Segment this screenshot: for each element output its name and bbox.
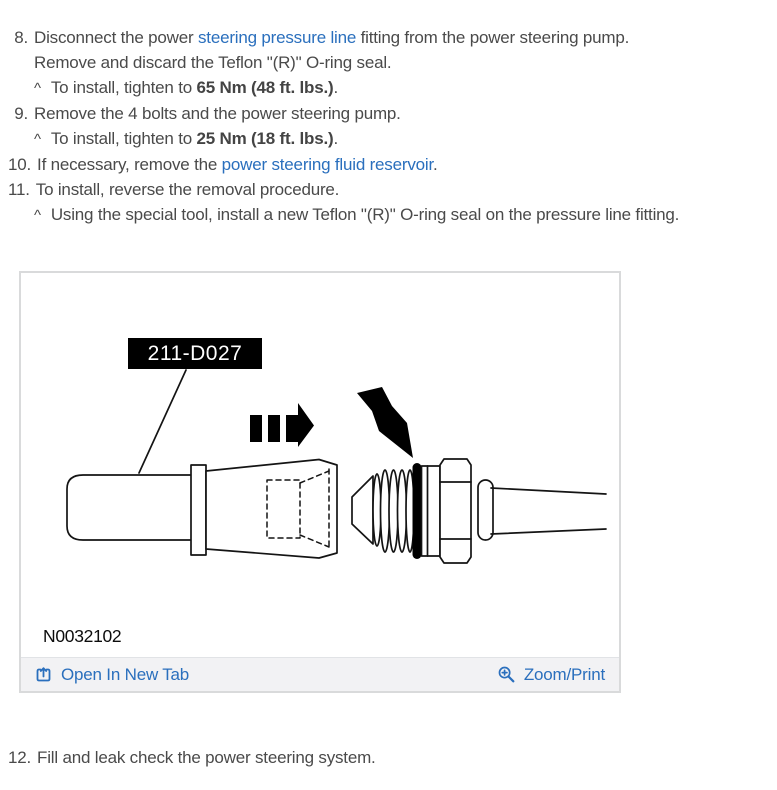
special-tool-drawing [67, 460, 337, 559]
caret-marker: ^ [34, 80, 41, 97]
link-steering-pressure-line[interactable]: steering pressure line [198, 28, 357, 47]
step-text [34, 25, 629, 50]
step-row-12 [8, 745, 767, 770]
step-text-segment: fitting from the power steering pump. [356, 28, 630, 47]
open-in-new-tab-icon [35, 666, 53, 684]
step-text: Fill and leak check the power steering system. [37, 748, 376, 767]
figure-id: N0032102 [43, 626, 122, 646]
install-note [34, 202, 679, 228]
step-text: To install, reverse the removal procedure. [35, 180, 340, 199]
o-ring-seal [413, 463, 422, 559]
step-number: 11. [8, 180, 30, 199]
open-in-new-tab-link[interactable] [35, 665, 189, 685]
link-power-steering-fluid-reservoir[interactable]: power steering fluid reservoir [221, 155, 433, 174]
step-row-11 [8, 177, 767, 202]
caret-marker: ^ [34, 207, 41, 224]
figure-footer [21, 657, 619, 691]
pressure-line-fitting [352, 459, 606, 563]
tool-label: 211-D027 [128, 338, 262, 369]
label-leader-line [139, 370, 186, 473]
step-text: Remove and discard the Teflon "(R)" O-ring seal. [34, 53, 392, 72]
note-text-segment: To install, tighten to [50, 78, 197, 97]
note-text-segment: . [333, 129, 338, 148]
note-text-segment: Using the special tool, install a new Teflon "(R)" O-ring seal on the pressure line fitting. [50, 205, 680, 224]
step-row-9-note [8, 126, 767, 152]
torque-value: 65 Nm (48 ft. lbs.) [196, 78, 334, 97]
step-row-9 [8, 101, 767, 126]
step-number-spacer [8, 75, 28, 100]
caret-marker: ^ [34, 131, 41, 148]
o-ring-pointer-arrow [357, 387, 413, 458]
open-in-new-tab-label: Open In New Tab [61, 664, 190, 684]
step-row-11-note [8, 202, 767, 228]
step-number: 9. [14, 104, 28, 123]
step-row-8-note [8, 75, 767, 101]
step-row-8-continued [8, 50, 767, 75]
pressure-line-fitting-drawing [21, 273, 619, 657]
torque-note [34, 126, 338, 152]
step-text-segment: If necessary, remove the [37, 155, 222, 174]
step-row-8 [8, 25, 767, 50]
zoom-print-label: Zoom/Print [523, 664, 605, 684]
figure-diagram [21, 273, 619, 657]
step-number-spacer [8, 202, 28, 227]
torque-value: 25 Nm (18 ft. lbs.) [196, 129, 334, 148]
figure-panel [19, 271, 621, 693]
step-text: Remove the 4 bolts and the power steering pump. [34, 104, 401, 123]
zoom-plus-icon [497, 665, 516, 684]
step-number-spacer [8, 50, 28, 75]
step-row-10 [8, 152, 767, 177]
install-direction-arrow [250, 403, 314, 447]
note-text-segment: . [333, 78, 338, 97]
step-number-spacer [8, 126, 28, 151]
zoom-print-link[interactable] [497, 665, 605, 685]
step-number: 12. [8, 748, 32, 767]
torque-note [34, 75, 338, 101]
note-text-segment: To install, tighten to [50, 129, 197, 148]
step-text-segment: . [432, 155, 438, 174]
step-text-segment: Disconnect the power [34, 28, 198, 47]
step-text [37, 152, 437, 177]
step-number: 10. [8, 155, 32, 174]
step-number: 8. [14, 28, 28, 47]
